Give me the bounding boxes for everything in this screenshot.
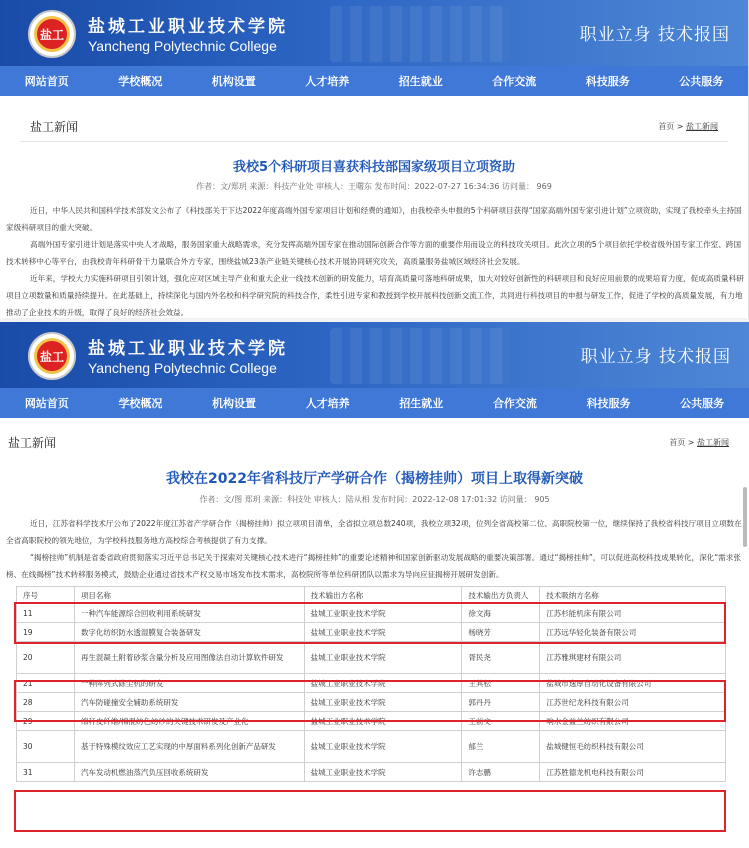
site-banner bbox=[0, 322, 749, 388]
table-cell: 20 bbox=[17, 642, 75, 674]
nav-item-cooperation[interactable]: 合作交流 bbox=[492, 397, 537, 410]
page-screenshot-2 bbox=[0, 322, 749, 848]
nav-item-education[interactable]: 人才培养 bbox=[305, 397, 350, 410]
breadcrumb-home[interactable]: 首页 bbox=[669, 437, 686, 447]
table-header-row bbox=[17, 587, 726, 604]
article-title: 我校5个科研项目喜获科技部国家级项目立项资助 bbox=[232, 160, 516, 175]
article-body bbox=[0, 515, 749, 583]
table-cell: 一种阵列式除尘机的研发 bbox=[74, 674, 304, 693]
college-name-en[interactable]: Yancheng Polytechnic College bbox=[88, 360, 277, 376]
table-cell: 盐城健恒毛纺织科技有限公司 bbox=[540, 731, 726, 763]
table-cell: 21 bbox=[17, 674, 75, 693]
nav-item-cooperation[interactable]: 合作交流 bbox=[492, 75, 537, 88]
table-row bbox=[17, 623, 726, 642]
table-cell: 徐文海 bbox=[462, 604, 540, 623]
table-row bbox=[17, 674, 726, 693]
table-row bbox=[17, 642, 726, 674]
section-title: 盐工新闻 bbox=[8, 435, 57, 450]
paragraph: 近日，江苏省科学技术厅公布了2022年度江苏省产学研合作（揭榜挂帅）拟立项项目清单，全省拟立项总数240项，我校立项32项，位列全省高校第二位、高职院校第一位，继续保持了我校省科技厅项目立项数在全省高职院校的领先地位，为学校科技服务地方高校综合考核提供了有力支撑。 bbox=[6, 519, 742, 545]
table-cell: 汽车发动机燃油蒸汽负压回收系统研发 bbox=[74, 763, 304, 782]
college-emblem-icon[interactable] bbox=[28, 332, 76, 380]
table-cell: 盐城工业职业技术学院 bbox=[304, 693, 462, 712]
breadcrumb bbox=[658, 121, 718, 132]
article-meta: 作者：文/图 郑玥 来源：科技处 审核人：陆从相 发布时间：2022-12-08 17:01:32 访问量： 905 bbox=[199, 495, 550, 504]
nav-item-overview[interactable]: 学校概况 bbox=[118, 75, 163, 88]
nav-item-public-service[interactable]: 公共服务 bbox=[679, 75, 724, 88]
table-cell: 盐城工业职业技术学院 bbox=[304, 712, 462, 731]
table-cell: 28 bbox=[17, 693, 75, 712]
table-cell: 郁兰 bbox=[462, 731, 540, 763]
nav-item-education[interactable]: 人才培养 bbox=[305, 75, 350, 88]
paragraph: 近日，中华人民共和国科学技术部发文公布了《科技部关于下达2022年度高端外国专家项目计划和经费的通知》，由我校牵头申报的5个科研项目获得“国家高端外国专家引进计划”立项资助，实现了我校牵头主持国家级科研项目的重大突破。 bbox=[6, 206, 742, 232]
site-banner bbox=[0, 0, 748, 66]
nav-item-admissions[interactable]: 招生就业 bbox=[398, 75, 443, 88]
nav-item-home[interactable]: 网站首页 bbox=[24, 397, 69, 410]
table-cell: 江苏远华轻化装备有限公司 bbox=[540, 623, 726, 642]
table-cell: 王前文 bbox=[462, 712, 540, 731]
table-cell: 胥民尧 bbox=[462, 642, 540, 674]
table-cell: 江苏胜德龙机电科技有限公司 bbox=[540, 763, 726, 782]
table-cell: 郭丹丹 bbox=[462, 693, 540, 712]
table-cell: 王其松 bbox=[462, 674, 540, 693]
emblem-text: 盐工 bbox=[34, 338, 70, 374]
table-cell: 盐城工业职业技术学院 bbox=[304, 763, 462, 782]
highlight-box bbox=[14, 790, 726, 832]
table-cell: 再生混凝土附着砂浆含量分析及应用图像法自动计算软件研发 bbox=[74, 642, 304, 674]
table-cell: 江苏世纪龙科技有限公司 bbox=[540, 693, 726, 712]
breadcrumb-sep: > bbox=[685, 437, 697, 447]
college-name-en[interactable]: Yancheng Polytechnic College bbox=[88, 38, 277, 54]
table-cell: 江苏雅琪建材有限公司 bbox=[540, 642, 726, 674]
table-cell: 一种汽车能源综合回收利用系统研发 bbox=[74, 604, 304, 623]
banner-decoration bbox=[330, 328, 510, 384]
section-header bbox=[20, 112, 728, 142]
scrollbar-thumb[interactable] bbox=[743, 487, 747, 547]
table-cell: 30 bbox=[17, 731, 75, 763]
breadcrumb-current[interactable]: 盐工新闻 bbox=[697, 437, 729, 447]
table-row bbox=[17, 604, 726, 623]
table-cell: 盐城工业职业技术学院 bbox=[304, 642, 462, 674]
article-title: 我校在2022年省科技厅产学研合作（揭榜挂帅）项目上取得新突破 bbox=[166, 471, 583, 487]
main-nav bbox=[0, 66, 748, 96]
table-cell: 数字化纺织防水透湿膜复合装备研发 bbox=[74, 623, 304, 642]
nav-item-departments[interactable]: 机构设置 bbox=[212, 397, 257, 410]
table-cell: 绵秆皮纤维/棉混纺色纺纱的关键技术研发及产业化 bbox=[74, 712, 304, 731]
nav-item-admissions[interactable]: 招生就业 bbox=[399, 397, 444, 410]
column-header: 技术吸纳方名称 bbox=[540, 587, 726, 604]
nav-item-tech-service[interactable]: 科技服务 bbox=[585, 75, 630, 88]
table-cell: 盐城工业职业技术学院 bbox=[304, 604, 462, 623]
table-cell: 许志鹏 bbox=[462, 763, 540, 782]
table-cell: 盐城工业职业技术学院 bbox=[304, 623, 462, 642]
column-header: 技术输出方名称 bbox=[304, 587, 462, 604]
article-body bbox=[0, 202, 748, 318]
table-cell: 汽车防碰撞安全辅助系统研发 bbox=[74, 693, 304, 712]
table-row bbox=[17, 763, 726, 782]
column-header: 序号 bbox=[17, 587, 75, 604]
project-table bbox=[16, 586, 726, 782]
paragraph: “揭榜挂帅”机制是省委省政府贯彻落实习近平总书记关于探索对关键核心技术进行“揭榜挂帅”的重要论述精神和国家创新驱动发展战略的重要决策部署。通过“揭榜挂帅”，可以促进高校科技成果转化，深化“需求张榜、在线揭榜”技术转移服务模式，鼓励企业通过省技术产权交易市场发布技术需求，高校院所等单位科研团队以需求为导向应征揭榜开展研发创新。 bbox=[6, 553, 741, 579]
table-cell: 盐城市逸厚自动化设备有限公司 bbox=[540, 674, 726, 693]
page-screenshot-1 bbox=[0, 0, 749, 318]
breadcrumb bbox=[669, 437, 729, 448]
paragraph: 近年来，学校大力实施科研项目引领计划，强化应对区域主导产业和重大企业一线技术创新的研发能力，培育高质量可落地科研成果，加大对较好创新性的科研项目和良好应用前景的成果培育力度，促成高质量科研项目立项数量和质量持续提升。在此基础上，持续深化与国内外名校和科学研究院的科技合作，柔性引进专家和教授到学校开展科技创新交流工作，共同进行科技项目的申报与研发工作，促进了学校的高质量发展，有力地推动了企业技术的升级，取得了良好的经济社会效益。 bbox=[6, 274, 744, 317]
table-cell: 响水金益兰纺织有限公司 bbox=[540, 712, 726, 731]
main-nav bbox=[0, 388, 749, 418]
table-row bbox=[17, 731, 726, 763]
table-cell: 江苏杉能机床有限公司 bbox=[540, 604, 726, 623]
table-cell: 杨晓芳 bbox=[462, 623, 540, 642]
nav-item-departments[interactable]: 机构设置 bbox=[211, 75, 256, 88]
nav-item-home[interactable]: 网站首页 bbox=[24, 75, 69, 88]
nav-item-overview[interactable]: 学校概况 bbox=[118, 397, 163, 410]
slogan: 职业立身 技术报国 bbox=[580, 347, 731, 367]
breadcrumb-current[interactable]: 盐工新闻 bbox=[686, 122, 718, 131]
column-header: 项目名称 bbox=[74, 587, 304, 604]
table-cell: 19 bbox=[17, 623, 75, 642]
college-emblem-icon[interactable] bbox=[28, 10, 76, 58]
nav-item-tech-service[interactable]: 科技服务 bbox=[586, 397, 631, 410]
emblem-text: 盐工 bbox=[34, 16, 70, 52]
paragraph: 高端外国专家引进计划是落实中央人才战略，服务国家重大战略需求，充分发挥高端外国专家在推动国际创新合作等方面的重要作用而设立的科技攻关项目。此次立项的5个项目依托学校省级外国专家工作室、跨国技术转移中心等平台，由我校青年科研骨干力量联合外方专家，围绕盐城23条产业链关键核心技术开展协同研究攻关，高质量服务盐城区域经济社会发展。 bbox=[6, 240, 742, 266]
breadcrumb-home[interactable]: 首页 bbox=[658, 122, 675, 131]
college-name-cn[interactable]: 盐城工业职业技术学院 bbox=[88, 339, 288, 359]
table-cell: 29 bbox=[17, 712, 75, 731]
table-cell: 11 bbox=[17, 604, 75, 623]
breadcrumb-sep: > bbox=[674, 122, 686, 131]
table-cell: 31 bbox=[17, 763, 75, 782]
slogan: 职业立身 技术报国 bbox=[579, 25, 730, 45]
table-row bbox=[17, 712, 726, 731]
article-meta: 作者：文/郑玥 来源：科技产业处 审核人：王曙东 发布时间：2022-07-27 16:34:36 访问量： 969 bbox=[196, 182, 552, 191]
section-title: 盐工新闻 bbox=[30, 120, 79, 134]
table-row bbox=[17, 693, 726, 712]
table-cell: 盐城工业职业技术学院 bbox=[304, 674, 462, 693]
section-header bbox=[0, 428, 749, 456]
banner-decoration bbox=[330, 6, 510, 62]
table-cell: 盐城工业职业技术学院 bbox=[304, 731, 462, 763]
column-header: 技术输出方负责人 bbox=[462, 587, 540, 604]
college-name-cn[interactable]: 盐城工业职业技术学院 bbox=[88, 17, 288, 37]
table-cell: 基于特殊模纹效应工艺实现的中厚面料系列化创新产品研发 bbox=[74, 731, 304, 763]
nav-item-public-service[interactable]: 公共服务 bbox=[680, 397, 725, 410]
